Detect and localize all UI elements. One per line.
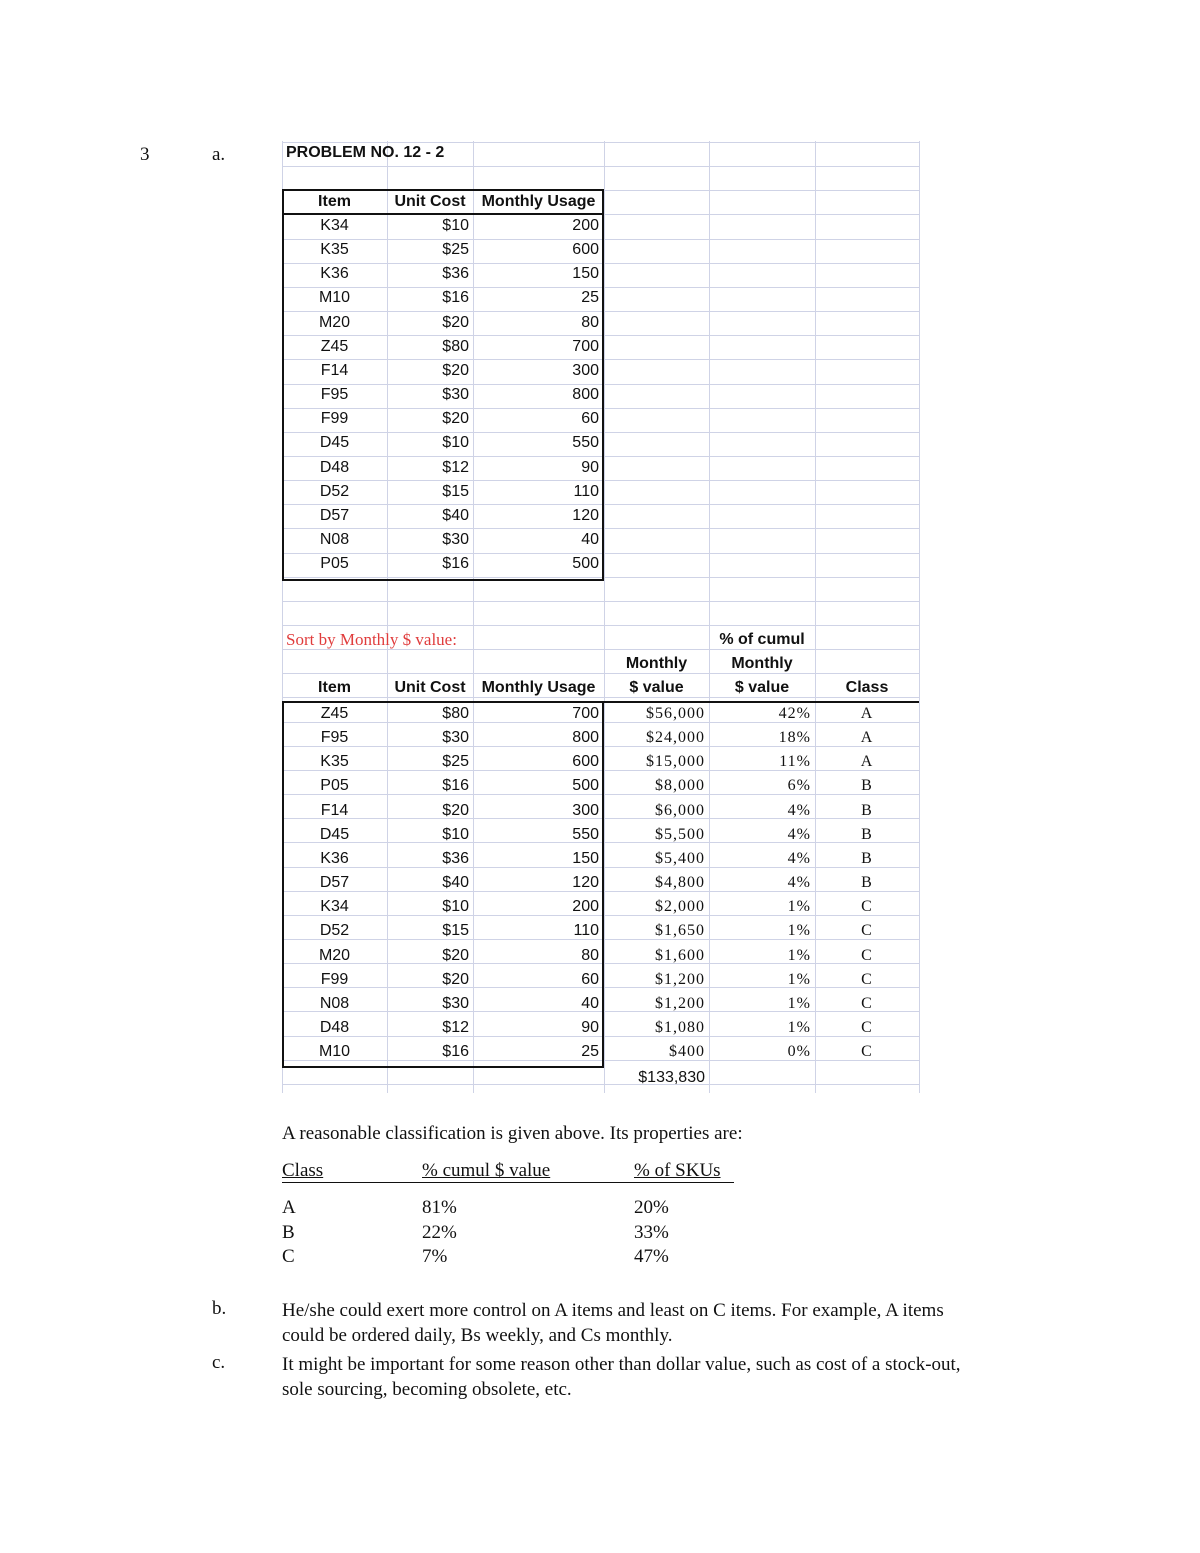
table1-cell: D57 [319,506,350,524]
summary-cell: 81% [422,1197,457,1218]
table2-cell: K34 [320,898,349,916]
table1-cell: $80 [442,337,469,355]
table1-cell: M20 [318,313,351,331]
table2-cell: $1,200 [655,970,705,988]
summary-cell: 22% [422,1221,457,1243]
table2-cell: 42% [778,705,811,722]
table2-cell: $20 [442,801,469,819]
table2-header-cell: Unit Cost [394,679,466,696]
table2-cell: $2,000 [655,898,705,916]
table2-cell: C [861,1018,873,1036]
table2-cell: D57 [319,874,350,892]
table1-cell: $12 [442,458,469,476]
answer-c-line-2: sole sourcing, becoming obsolete, etc. [282,1379,572,1400]
table2-cell: $12 [442,1018,469,1036]
table1-cell: D48 [319,458,350,476]
table2-cell: 6% [787,777,811,795]
table1-cell: $10 [442,217,469,234]
grid-col-line [919,141,920,1093]
table2-cell: 1% [787,898,811,916]
table2-cell: $40 [442,874,469,892]
table2-cell: 700 [572,705,599,722]
header-cumul: % of cumul [719,631,805,648]
table2-cell: $30 [442,729,469,747]
table2-cell: B [861,777,873,795]
table2-cell: $24,000 [646,729,705,747]
table2-cell: $56,000 [646,705,705,722]
sort-label: Sort by Monthly $ value: [286,630,457,649]
table1-cell: D52 [319,482,350,500]
table1-cell: M10 [318,289,351,307]
table2-cell: 11% [779,753,811,771]
grid-row-line [282,166,919,167]
table1-cell: $20 [442,361,469,379]
table2-cell: $1,080 [655,1018,705,1036]
table2-cell: B [861,801,873,819]
grid-row-line [282,601,919,602]
table1-cell: $16 [442,289,469,307]
header-monthly: Monthly [625,655,688,672]
table1-cell: $30 [442,530,469,548]
table1-cell: D45 [319,434,350,452]
table2-cell: C [861,946,873,964]
table2-cell: D45 [319,825,350,843]
table2-cell: $25 [442,753,469,771]
total-value: $133,830 [638,1069,705,1086]
table2-cell: $5,500 [655,825,705,843]
grid-row-line [282,673,919,674]
table2-cell: N08 [319,994,350,1012]
table2-cell: 1% [787,946,811,964]
problem-title: PROBLEM NO. 12 - 2 [286,144,445,161]
summary-header-cumul: % cumul $ value [422,1160,551,1181]
table2-cell: 4% [787,849,811,867]
table2-cell: B [861,849,873,867]
table2-cell: $8,000 [655,777,705,795]
table1-cell: 60 [581,410,599,428]
table2-cell: K36 [320,849,349,867]
table2-cell: P05 [320,777,349,795]
table2-cell: 25 [581,1043,599,1061]
table2-cell: 150 [572,849,599,867]
table2-cell: $10 [442,825,469,843]
summary-cell: B [282,1221,295,1243]
table1-cell: $10 [442,434,469,452]
table2-cell: 500 [572,777,599,795]
table2-cell: F95 [320,729,349,747]
table2-cell: $400 [669,1043,705,1061]
table2-cell: 300 [572,801,599,819]
table2-cell: $80 [442,705,469,722]
summary-cell: C [282,1246,295,1267]
table2-cell: $6,000 [655,801,705,819]
table1-header-cell: Item [318,193,351,210]
table2-cell: 110 [573,922,599,940]
table1-cell: P05 [320,555,349,573]
table2-cell: 1% [787,922,811,940]
table2-header-cell: Class [845,679,889,696]
question-number: 3 [140,144,150,165]
table2-cell: 200 [572,898,599,916]
table1-cell: K35 [320,241,349,259]
table2-cell: A [860,753,874,771]
table2-header-cell: Item [318,679,351,696]
table2-cell: B [861,874,873,892]
summary-intro: A reasonable classification is given above. Its properties are: [282,1123,743,1144]
table2-cell: 1% [787,994,811,1012]
header-monthly-cumul: Monthly [731,655,793,672]
table1-cell: 40 [581,530,599,548]
table1-cell: F14 [320,361,349,379]
table1-cell: 500 [572,555,599,573]
table2-cell: Z45 [320,705,349,722]
table2-cell: D48 [319,1018,350,1036]
spreadsheet [282,141,919,1093]
table2-cell: 4% [787,825,811,843]
summary-header-skus: % of SKUs [634,1160,721,1181]
summary-cell: A [282,1197,296,1218]
part-a-label: a. [212,144,226,165]
table1-cell: $36 [442,265,469,283]
table1-cell: 800 [572,386,599,404]
grid-row-line [282,625,919,626]
table2-cell: $16 [442,777,469,795]
table1-cell: 300 [572,361,599,379]
table1-cell: 150 [572,265,599,283]
table2-cell: $36 [442,849,469,867]
table2-cell: A [860,729,874,747]
part-c-label: c. [212,1352,226,1373]
table1-cell: Z45 [320,337,349,355]
grid-row-line [282,1084,919,1085]
table2-cell: 1% [787,1018,811,1036]
table2-cell: C [861,898,873,916]
table2-cell: M10 [318,1043,351,1061]
answer-b-line-2: could be ordered daily, Bs weekly, and Cs monthly. [282,1325,673,1346]
table1-cell: F99 [320,410,349,428]
table2-cell: $30 [442,994,469,1012]
table2-cell: D52 [319,922,350,940]
table1-cell: $20 [442,313,469,331]
table2-cell: C [861,970,873,988]
table2-cell: $20 [442,946,469,964]
summary-cell: 20% [634,1197,669,1218]
table2-cell: $15 [442,922,469,940]
table1-cell: $40 [442,506,469,524]
table1-cell: K34 [320,217,349,234]
table1-cell: 700 [572,337,599,355]
table2-header-cell: $ value [734,679,790,696]
table2-cell: C [861,994,873,1012]
table2-cell: 4% [787,874,811,892]
table1-cell: 110 [573,482,599,500]
table2-cell: 90 [581,1018,599,1036]
summary-rule [282,1182,734,1183]
table2-cell: 0% [787,1043,811,1061]
summary-cell: 47% [634,1246,669,1267]
table2-cell: M20 [318,946,351,964]
table1-cell: 90 [581,458,599,476]
table2-cell: C [861,1043,873,1061]
table2-cell: $10 [442,898,469,916]
table1-cell: 600 [572,241,599,259]
table1-cell: 550 [572,434,599,452]
table2-header-cell: $ value [629,679,684,696]
summary-header-class: Class [282,1160,324,1181]
table2-cell: B [861,825,873,843]
summary-cell: 33% [634,1221,669,1243]
table2-cell: C [861,922,873,940]
table1-cell: 80 [581,313,599,331]
table1-cell: 25 [581,289,599,307]
table2-cell: 18% [778,729,811,747]
table2-cell: 4% [787,801,811,819]
table2-cell: 120 [572,874,599,892]
table2-cell: $1,200 [655,994,705,1012]
table2-cell: $1,650 [655,922,705,940]
table2-cell: $20 [442,970,469,988]
table1-header-cell: Unit Cost [394,193,466,210]
table2-cell: 60 [581,970,599,988]
table1-cell: N08 [319,530,350,548]
table1-cell: $15 [442,482,469,500]
table2-cell: K35 [320,753,349,771]
table2-cell: F99 [320,970,349,988]
table2-cell: 800 [572,729,599,747]
table2-cell: A [860,705,874,722]
table1-header-cell: Monthly Usage [481,193,596,210]
table1-cell: K36 [320,265,349,283]
table2-cell: 600 [572,753,599,771]
table2-cell: $1,600 [655,946,705,964]
table2-cell: 40 [581,994,599,1012]
table2-cell: F14 [320,801,349,819]
summary-cell: 7% [422,1246,448,1267]
table2-cell: $5,400 [655,849,705,867]
table1-cell: 120 [572,506,599,524]
table1-cell: $20 [442,410,469,428]
table2-cell: $4,800 [655,874,705,892]
table2-cell: 550 [572,825,599,843]
answer-b-line-1: He/she could exert more control on A items and least on C items. For example, A items [282,1300,944,1321]
table1-cell: $30 [442,386,469,404]
table2-cell: 80 [581,946,599,964]
table2-cell: 1% [787,970,811,988]
table1-cell: 200 [572,217,599,234]
table1-cell: F95 [320,386,349,404]
answer-c-line-1: It might be important for some reason other than dollar value, such as cost of a stock-out, [282,1354,961,1375]
table2-cell: $16 [442,1043,469,1061]
table2-header-cell: Monthly Usage [481,679,596,696]
table2-cell: $15,000 [646,753,705,771]
table1-cell: $16 [442,555,469,573]
part-b-label: b. [212,1298,227,1319]
table1-cell: $25 [442,241,469,259]
